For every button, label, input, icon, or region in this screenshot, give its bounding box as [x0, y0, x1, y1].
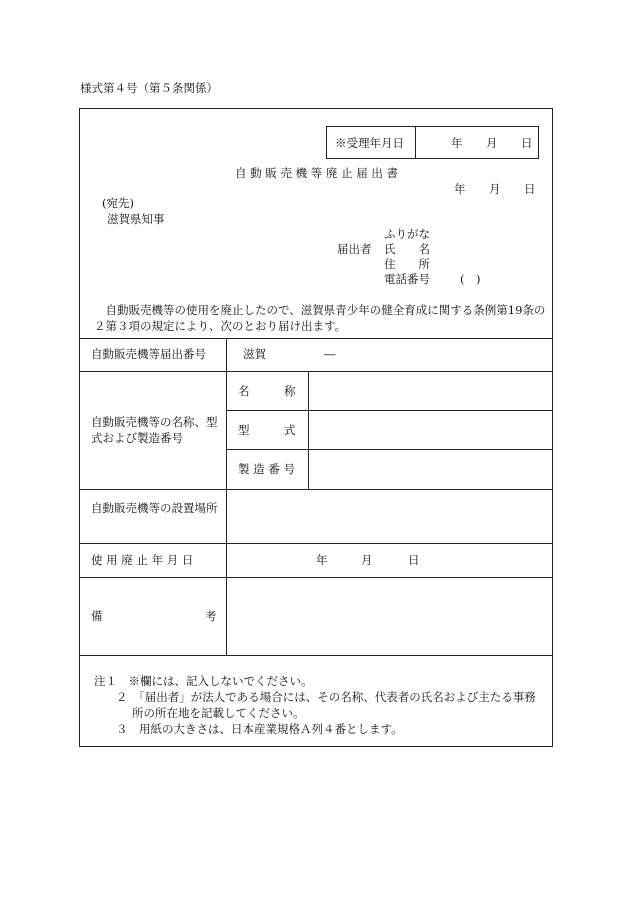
sub-serial-label: 製 造 番 号 [238, 462, 295, 476]
reg-number-label: 自動販売機等届出番号 [91, 347, 206, 361]
date-day: 日 [524, 182, 536, 196]
note-2: ２ 「届出者」が法人である場合には、その名称、代表者の氏名および主たる事務 [116, 690, 536, 704]
statement-text: 自動販売機等の使用を廃止したので、滋賀県青少年の健全育成に関する条例第19条の２第３項の規定により、次のとおり届け出ます。 [94, 303, 546, 333]
addressee-label: (宛先) [102, 196, 134, 210]
remarks-label-left: 備 [91, 609, 103, 623]
notes [94, 673, 546, 737]
applicant-phone-paren: ( ) [460, 272, 481, 286]
end-month: 月 [361, 553, 373, 567]
sub-name-label: 名 称 [238, 384, 296, 398]
end-year: 年 [316, 553, 328, 567]
date-year: 年 [454, 182, 466, 196]
applicant-name: 氏 名 [384, 242, 430, 256]
receipt-label: ※受理年月日 [335, 136, 404, 150]
end-day: 日 [408, 553, 420, 567]
note-3: ３ 用紙の大きさは、日本産業規格Ａ列４番とします。 [116, 722, 403, 736]
applicant-label: 届出者 [337, 242, 372, 256]
applicant-phone: 電話番号 [384, 272, 430, 286]
reg-prefix: 滋賀 [243, 347, 266, 361]
applicant-furigana: ふりがな [384, 227, 430, 241]
form-number: 様式第４号（第５条関係） [80, 81, 218, 95]
document-title: 自 動 販 売 機 等 廃 止 届 出 書 [235, 166, 399, 180]
receipt-day: 日 [521, 136, 533, 150]
end-date-label: 使 用 廃 止 年 月 日 [91, 553, 194, 567]
sub-model-label: 型 式 [238, 423, 296, 437]
machine-label: 自動販売機等の名称、型式および製造番号 [91, 415, 218, 445]
applicant-address: 住 所 [384, 257, 430, 271]
note-1: 注１ ※欄には、記入しないでください。 [94, 674, 313, 688]
form-frame [79, 108, 553, 747]
addressee: 滋賀県知事 [107, 212, 165, 226]
location-label: 自動販売機等の設置場所 [91, 501, 218, 515]
receipt-year: 年 [451, 136, 463, 150]
reg-dash: ― [324, 347, 336, 361]
remarks-label-right: 考 [205, 609, 217, 623]
note-2-cont: 所の所在地を記載してください。 [132, 706, 305, 720]
receipt-month: 月 [486, 136, 498, 150]
date-month: 月 [489, 182, 501, 196]
receipt-date-box [326, 126, 539, 159]
